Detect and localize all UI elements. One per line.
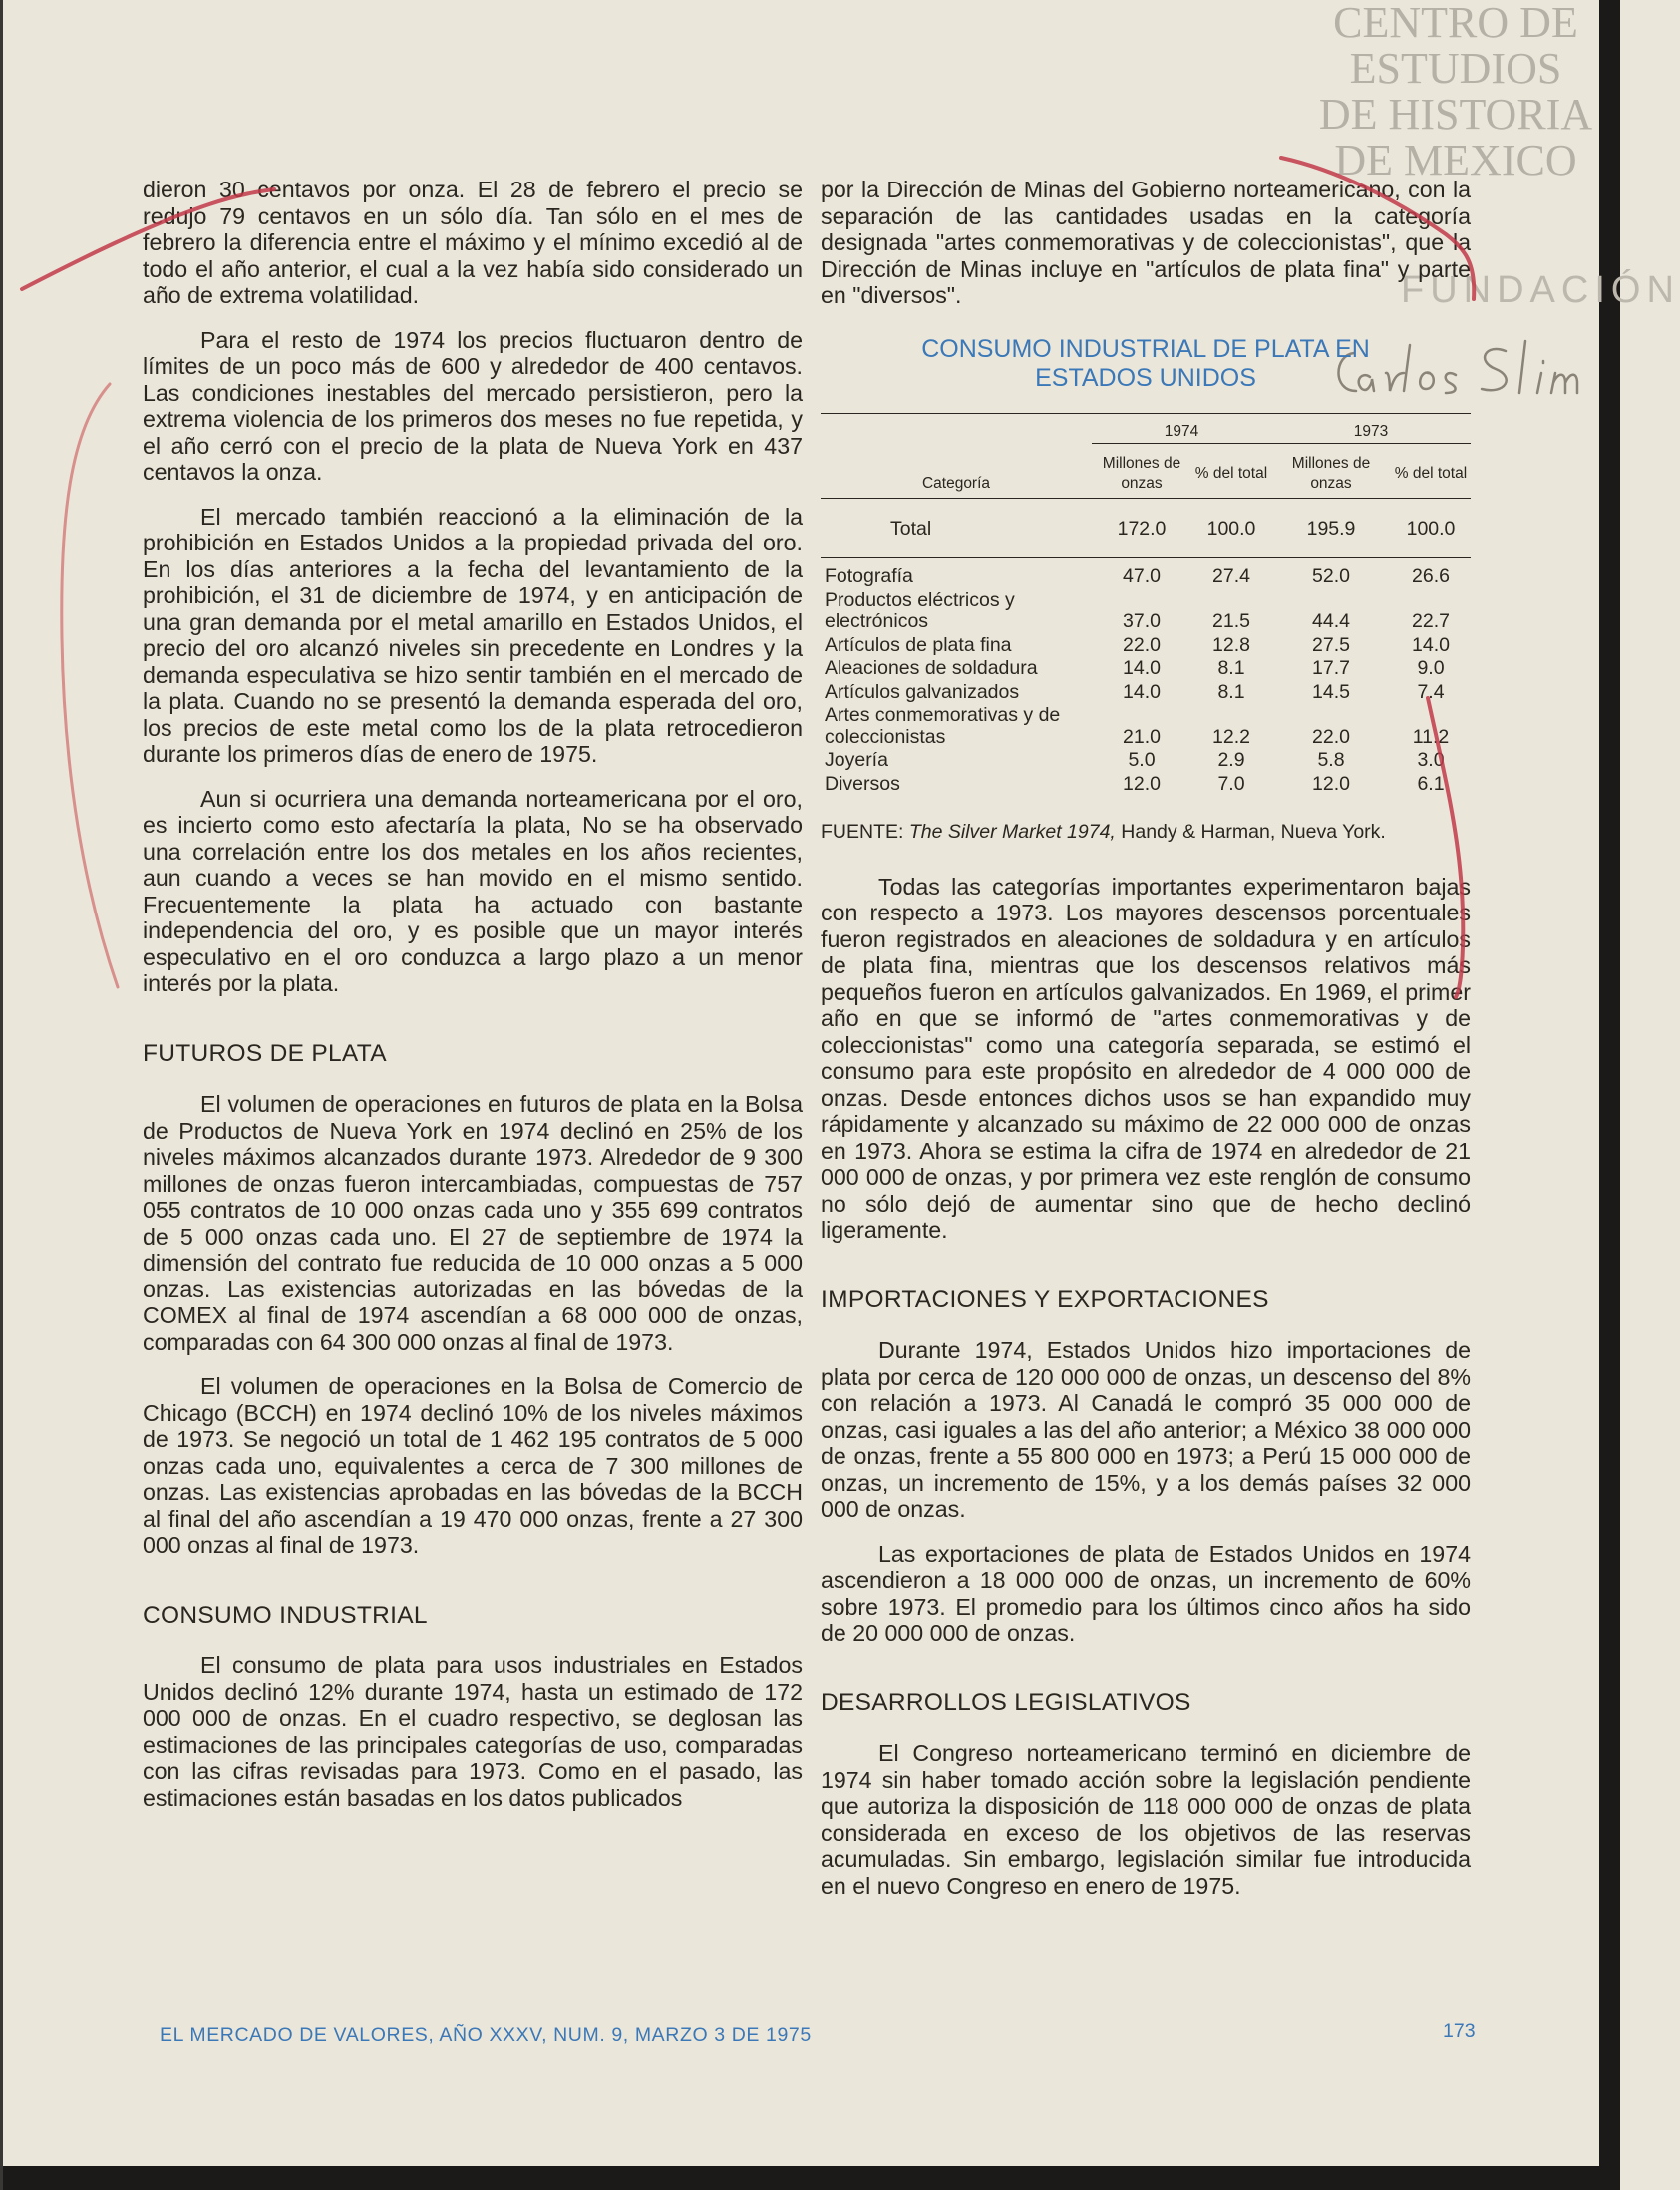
cell: 6.1 — [1417, 772, 1445, 795]
stamp-line: ESTUDIOS — [1349, 44, 1562, 93]
cell: 7.0 — [1217, 772, 1245, 795]
cell: 2.9 — [1217, 749, 1245, 771]
scan-border-right — [1599, 0, 1620, 2190]
col-header-category: Categoría — [821, 443, 1092, 498]
cell: 100.0 — [1191, 498, 1271, 558]
source-publisher: Handy & Harman, Nueva York. — [1121, 821, 1386, 843]
year-header-1973: 1973 — [1271, 413, 1471, 443]
col-header-pct: % del total — [1191, 443, 1271, 498]
paragraph: por la Dirección de Minas del Gobierno norteamericano, con la separación de las cantidades usadas en la categoría designada "artes conmemorativas y de coleccionistas", que la Dirección de Minas incluye en "artículos de plata fina" y parte en "diversos". — [821, 177, 1471, 308]
table-row — [821, 589, 1471, 634]
table-row — [821, 657, 1471, 681]
right-column — [821, 177, 1471, 1899]
cell: 22.0 — [1312, 725, 1350, 748]
table-row — [821, 749, 1471, 773]
row-label: Aleaciones de soldadura — [825, 657, 1038, 679]
cell: 8.1 — [1217, 680, 1245, 703]
table-title — [821, 335, 1471, 393]
cell: 21.0 — [1123, 725, 1161, 748]
cell: 27.4 — [1212, 565, 1250, 587]
cell: 22.0 — [1123, 633, 1161, 656]
row-label: Artículos de plata fina — [825, 633, 1012, 656]
section-heading-consumo: CONSUMO INDUSTRIAL — [143, 1601, 428, 1629]
col-header-millones: Millones de onzas — [1271, 443, 1391, 498]
stamp-fundacion: FUNDACIÓN — [1401, 269, 1680, 311]
source-title: The Silver Market 1974, — [908, 821, 1116, 843]
pencil-bracket-left — [62, 384, 118, 987]
cell: 3.0 — [1417, 749, 1445, 771]
cell: 44.4 — [1312, 610, 1350, 632]
cell: 12.0 — [1312, 772, 1350, 795]
left-column — [143, 177, 803, 1811]
paragraph: Aun si ocurriera una demanda norteamericana por el oro, es incierto como esto afectaría la plata, No se ha observado una correlación entre los dos metales en los años recientes, aun cuando a veces se han movido en el mismo sentido. Frecuentemente la plata ha actuado con bastante independencia del oro, y es posible que un mayor interés especulativo en el oro conduzca a largo plazo a un menor interés por la plata. — [143, 785, 803, 996]
col-header-pct: % del total — [1391, 443, 1471, 498]
paragraph: El volumen de operaciones en futuros de plata en la Bolsa de Productos de Nueva York en 1974 declinó en 25% de los niveles máximos alcanzados durante 1973. Alrededor de 9 300 millones de onzas fueron intercambiadas, compuestas de 757 055 contratos de 10 000 onzas cada uno y 355 699 contratos de 5 000 onzas cada uno. El 27 de septiembre de 1974 la dimensión del contrato fue reducida de 10 000 onzas a 5 000 onzas. Las existencias autorizadas en las bóvedas de la COMEX al final de 1974 ascendían a 68 000 000 de onzas, comparadas con 64 300 000 onzas al final de 1973. — [143, 1091, 803, 1355]
cell: 5.0 — [1128, 749, 1156, 771]
paragraph: Para el resto de 1974 los precios fluctuaron dentro de límites de un poco más de 600 y alrededor de 400 centavos. Las condiciones inestables del mercado persistieron, pero la extrema violencia de los primeros dos meses no fue repetida, y el año cerró con el precio de la plata de Nueva York en 437 centavos la onza. — [143, 326, 803, 485]
paragraph: dieron 30 centavos por onza. El 28 de febrero el precio se redujo 79 centavos en un sólo día. Tan sólo en el mes de febrero la diferencia entre el máximo y el mínimo excedió al de todo el año anterior, el cual a la vez había sido considerado un año de extrema volatilidad. — [143, 177, 803, 308]
table-row — [821, 558, 1471, 589]
cell: 8.1 — [1217, 657, 1245, 679]
cell: 37.0 — [1123, 610, 1161, 632]
cell: 14.0 — [1123, 657, 1161, 679]
source-label: FUENTE: — [821, 821, 904, 843]
scan-border-bottom — [0, 2166, 1620, 2190]
cell: 12.2 — [1212, 725, 1250, 748]
table-row-total — [821, 498, 1471, 558]
paragraph: El Congreso norteamericano terminó en diciembre de 1974 sin haber tomado acción sobre la legislación pendiente que autoriza la disposición de 118 000 000 de onzas de plata considerada en exceso de los objetivos de las reservas acumuladas. Sin embargo, legislación similar fue introducida en el nuevo Congreso en enero de 1975. — [821, 1740, 1471, 1899]
cell: 21.5 — [1212, 610, 1250, 632]
cell: 5.8 — [1317, 749, 1345, 771]
stamp-line: DE MEXICO — [1334, 136, 1577, 184]
table-source — [821, 822, 1471, 844]
paragraph: El consumo de plata para usos industriales en Estados Unidos declinó 12% durante 1974, hasta un estimado de 172 000 000 de onzas. En el cuadro respectivo, se deglosan las estimaciones de las principales categorías de uso, comparadas con las cifras revisadas para 1973. Como en el pasado, las estimaciones están basadas en los datos publicados — [143, 1652, 803, 1811]
cell: 52.0 — [1312, 565, 1350, 587]
row-label: Fotografía — [825, 565, 913, 587]
consumption-table — [821, 413, 1471, 797]
cell: 12.8 — [1212, 633, 1250, 656]
page-number: 173 — [1443, 2020, 1476, 2042]
paragraph: El mercado también reaccionó a la eliminación de la prohibición en Estados Unidos a la propiedad privada del oro. En los días anteriores a la fecha del levantamiento de la prohibición, el 31 de diciembre de 1974, y en anticipación de una gran demanda por el metal amarillo en Estados Unidos, el precio del oro alcanzó niveles sin precedente en Londres y la demanda especulativa se hizo sentir también en el mercado de la plata. Cuando no se presentó la demanda esperada del oro, los precios de este metal como los de la plata retrocedieron durante los primeros días de enero de 1975. — [143, 503, 803, 767]
cell: 12.0 — [1123, 772, 1161, 795]
cell: 9.0 — [1417, 657, 1445, 679]
cell: 47.0 — [1123, 565, 1161, 587]
cell: 14.0 — [1412, 633, 1450, 656]
cell: 172.0 — [1092, 498, 1191, 558]
section-heading-legis: DESARROLLOS LEGISLATIVOS — [821, 1688, 1191, 1716]
table-row — [821, 704, 1471, 749]
row-label: Productos eléctricos y electrónicos — [825, 588, 1015, 632]
row-label: Diversos — [825, 772, 900, 795]
cell: 14.5 — [1312, 680, 1350, 703]
cell: 100.0 — [1391, 498, 1471, 558]
row-label: Artículos galvanizados — [825, 680, 1020, 703]
cell: 11.2 — [1412, 725, 1450, 748]
col-header-millones: Millones de onzas — [1092, 443, 1191, 498]
table-title-line: CONSUMO INDUSTRIAL DE PLATA EN — [921, 334, 1370, 363]
row-label: Joyería — [825, 749, 888, 771]
row-label: Artes conmemorativas y de coleccionistas — [825, 704, 1061, 748]
paragraph: El volumen de operaciones en la Bolsa de Comercio de Chicago (BCCH) en 1974 declinó 10% de los niveles máximos de 1973. Se negoció un total de 1 462 195 contratos de 5 000 onzas cada uno, equivalentes a cerca de 7 300 millones de onzas. Las existencias aprobadas en las bóvedas de la BCCH al final del año ascendían a 19 470 000 onzas, frente a 27 300 000 onzas al final de 1973. — [143, 1373, 803, 1558]
table-row — [821, 681, 1471, 705]
cell: 26.6 — [1412, 565, 1450, 587]
cell: 17.7 — [1312, 657, 1350, 679]
table-row — [821, 634, 1471, 658]
year-header-1974: 1974 — [1092, 413, 1271, 443]
paragraph: Todas las categorías importantes experimentaron bajas con respecto a 1973. Los mayores descensos porcentuales fueron registrados en aleaciones de soldadura y en artículos de plata fina, mientras que los descensos relativos más pequeños fueron en artículos galvanizados. En 1969, el primer año en que se informó de "artes conmemorativas y de coleccionistas" como una categoría separada, se estimó el consumo para este propósito en alrededor de 4 000 000 de onzas. Desde entonces dichos usos se han expandido muy rápidamente y alcanzado su máximo de 22 000 000 de onzas en 1973. Ahora se estima la cifra de 1974 en alrededor de 21 000 000 de onzas, y por primera vez este renglón de consumo no sólo dejó de aumentar sino que de hecho declinó ligeramente. — [821, 873, 1471, 1243]
section-heading-futuros: FUTUROS DE PLATA — [143, 1039, 387, 1067]
cell: 27.5 — [1312, 633, 1350, 656]
stamp-line: CENTRO DE — [1333, 0, 1578, 47]
archive-stamp — [1291, 0, 1620, 183]
table-title-line: ESTADOS UNIDOS — [1035, 363, 1256, 392]
footer-citation: EL MERCADO DE VALORES, AÑO XXXV, NUM. 9, MARZO 3 DE 1975 — [160, 2024, 812, 2046]
paragraph: Durante 1974, Estados Unidos hizo importaciones de plata por cerca de 120 000 000 de onzas, un descenso del 8% con relación a 1973. Al Canadá le compró 35 000 000 de onzas, casi iguales a las del año anterior; a México 38 000 000 de onzas, frente a 55 800 000 en 1973; a Perú 15 000 000 de onzas, un incremento de 15%, y a los demás países 32 000 000 de onzas. — [821, 1337, 1471, 1522]
scan-border-left — [0, 0, 3, 2190]
section-heading-import: IMPORTACIONES Y EXPORTACIONES — [821, 1285, 1269, 1313]
cell: 195.9 — [1271, 498, 1391, 558]
paragraph: Las exportaciones de plata de Estados Unidos en 1974 ascendieron a 18 000 000 de onzas, un incremento de 60% sobre 1973. El promedio para los últimos cinco años ha sido de 20 000 000 de onzas. — [821, 1540, 1471, 1645]
table-row — [821, 773, 1471, 797]
cell: 7.4 — [1417, 680, 1445, 703]
cell: 14.0 — [1123, 680, 1161, 703]
row-label: Total — [821, 498, 1092, 558]
cell: 22.7 — [1412, 610, 1450, 632]
stamp-line: DE HISTORIA — [1318, 90, 1593, 139]
